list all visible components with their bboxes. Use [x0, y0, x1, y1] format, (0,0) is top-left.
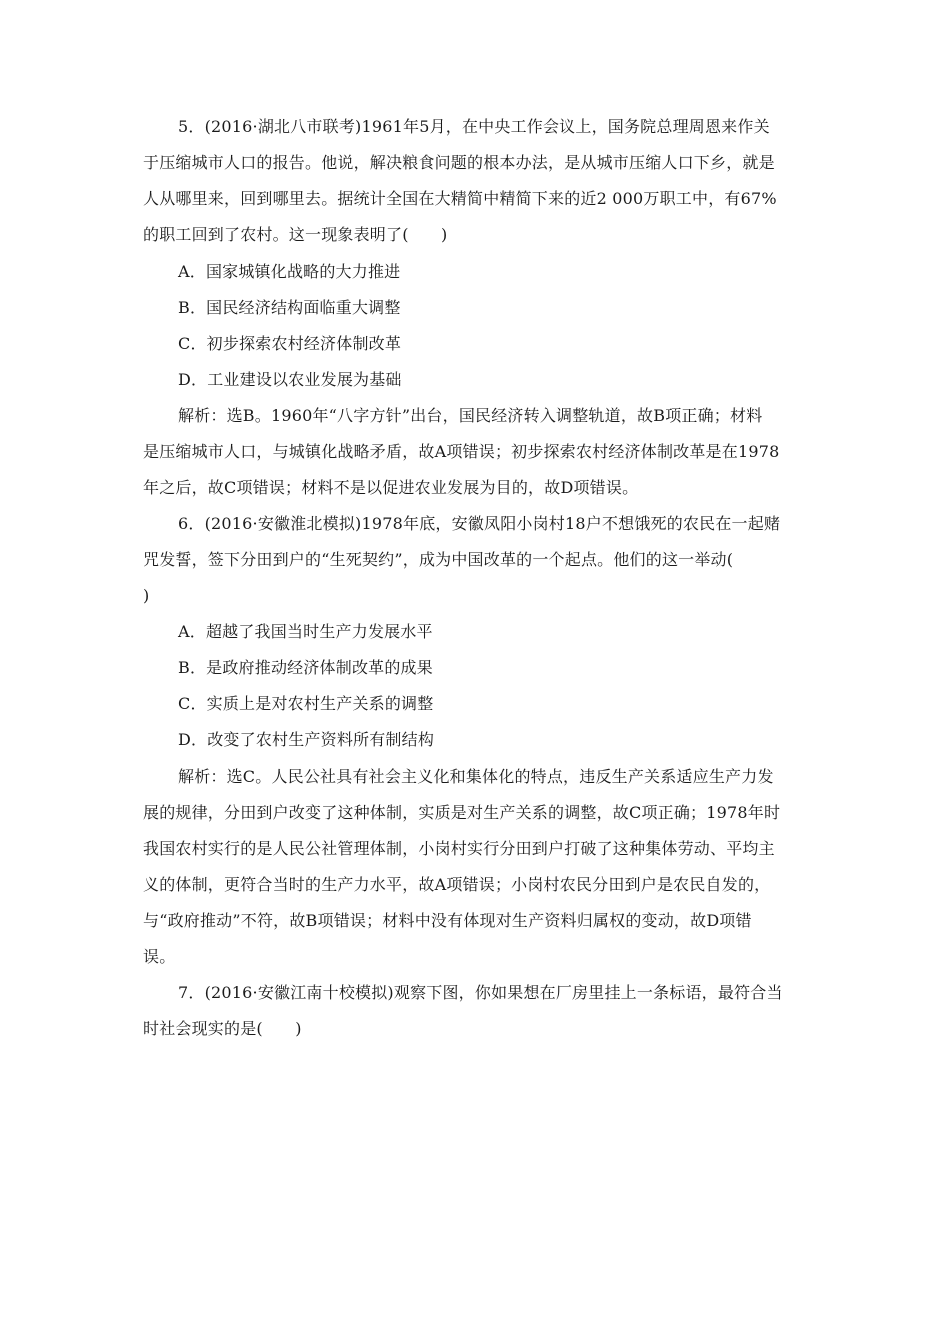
- q6-analysis-line-2: 展的规律，分田到户改变了这种体制，实质是对生产关系的调整，故C项正确；1978年时: [143, 803, 781, 822]
- q6-option-d: D．改变了农村生产资料所有制结构: [178, 730, 435, 749]
- q6-analysis-line-6: 误。: [143, 947, 176, 966]
- q5-option-c: C．初步探索农村经济体制改革: [178, 334, 402, 353]
- q5-stem-line-2: 于压缩城市人口的报告。他说，解决粮食问题的根本办法，是从城市压缩人口下乡，就是: [143, 153, 775, 172]
- q6-analysis-line-1: 解析：选C。人民公社具有社会主义化和集体化的特点，违反生产关系适应生产力发: [178, 767, 774, 786]
- q6-stem-line-3: ): [143, 586, 150, 605]
- q6-option-b: B．是政府推动经济体制改革的成果: [178, 658, 433, 677]
- q6-analysis-line-3: 我国农村实行的是人民公社管理体制，小岗村实行分田到户打破了这种集体劳动、平均主: [143, 839, 775, 858]
- q5-option-d: D．工业建设以农业发展为基础: [178, 370, 402, 389]
- q7-stem-line-2: 时社会现实的是( ): [143, 1019, 302, 1038]
- q5-analysis-line-3: 年之后，故C项错误；材料不是以促进农业发展为目的，故D项错误。: [143, 478, 639, 497]
- q5-stem-line-1: 5．(2016·湖北八市联考)1961年5月，在中央工作会议上，国务院总理周恩来作关: [178, 117, 770, 136]
- q5-option-a: A．国家城镇化战略的大力推进: [178, 262, 401, 281]
- q5-analysis-line-1: 解析：选B。1960年“八字方针”出台，国民经济转入调整轨道，故B项正确；材料: [178, 406, 763, 425]
- q6-analysis-line-4: 义的体制，更符合当时的生产力水平，故A项错误；小岗村农民分田到户是农民自发的，: [143, 875, 771, 894]
- q5-option-b: B．国民经济结构面临重大调整: [178, 298, 401, 317]
- q6-analysis-line-5: 与“政府推动”不符，故B项错误；材料中没有体现对生产资料归属权的变动，故D项错: [143, 911, 752, 930]
- q5-stem-line-3: 人从哪里来，回到哪里去。据统计全国在大精简中精简下来的近2 000万职工中，有67%: [143, 189, 777, 208]
- q6-stem-line-2: 咒发誓，签下分田到户的“生死契约”，成为中国改革的一个起点。他们的这一举动(: [143, 550, 734, 569]
- q6-option-c: C．实质上是对农村生产关系的调整: [178, 694, 434, 713]
- q5-analysis-line-2: 是压缩城市人口，与城镇化战略矛盾，故A项错误；初步探索农村经济体制改革是在1978: [143, 442, 780, 461]
- q6-option-a: A．超越了我国当时生产力发展水平: [178, 622, 433, 641]
- q5-stem-line-4: 的职工回到了农村。这一现象表明了( ): [143, 225, 448, 244]
- q7-stem-line-1: 7．(2016·安徽江南十校模拟)观察下图，你如果想在厂房里挂上一条标语，最符合当: [178, 983, 783, 1002]
- q6-stem-line-1: 6．(2016·安徽淮北模拟)1978年底，安徽凤阳小岗村18户不想饿死的农民在一起赌: [178, 514, 781, 533]
